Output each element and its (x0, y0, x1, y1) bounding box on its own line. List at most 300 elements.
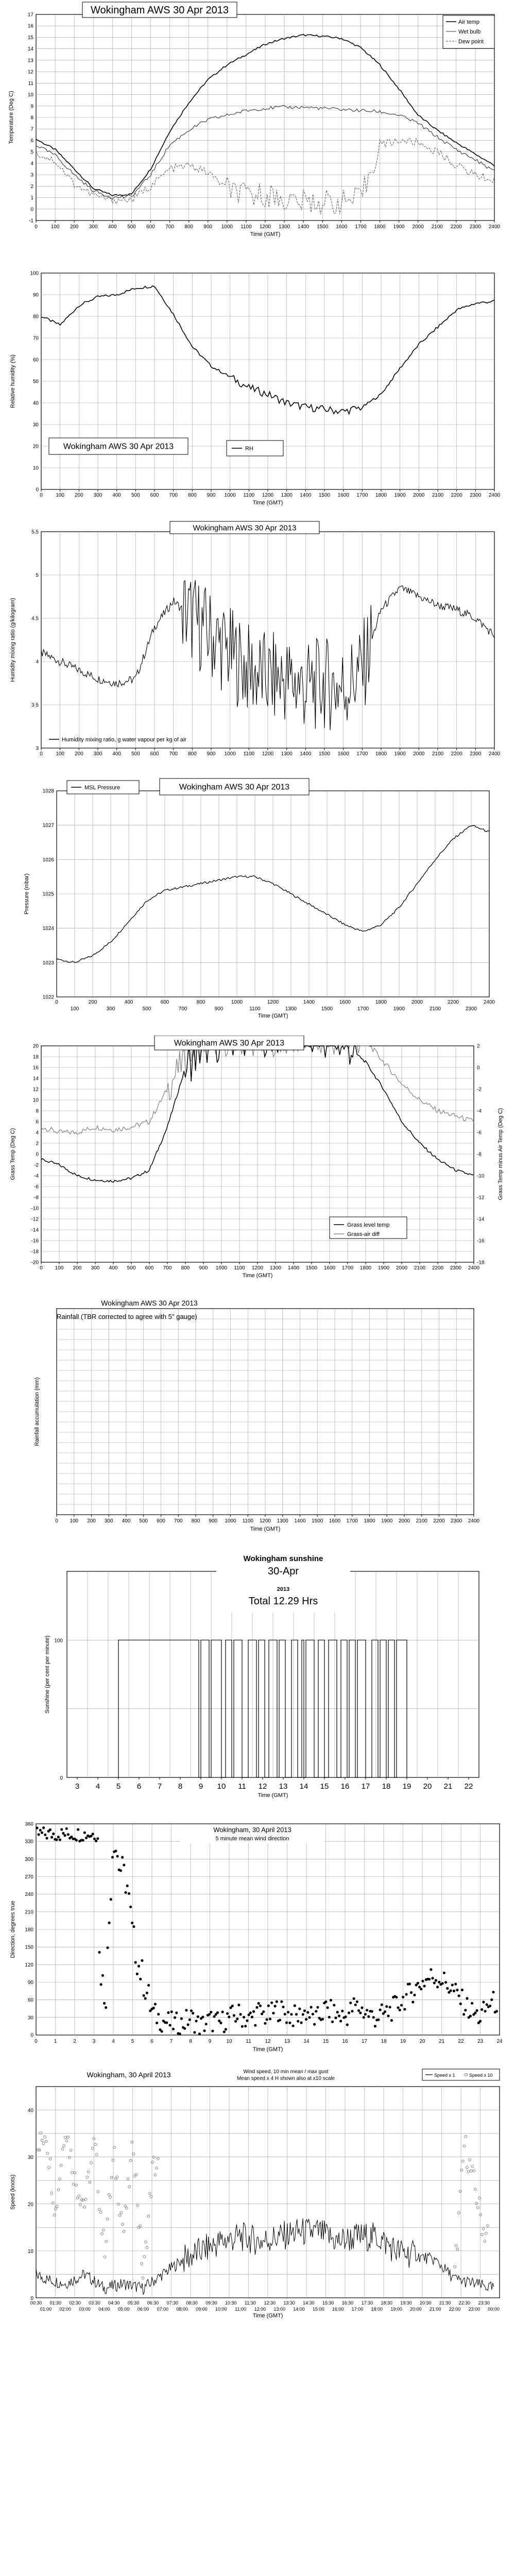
x-tick-label: 400 (122, 1518, 131, 1524)
y2-tick-label: -6 (477, 1130, 482, 1136)
x-tick-label: 12 (258, 1782, 267, 1791)
x-tick-label: 4 (112, 2039, 115, 2044)
wind-direction-point (216, 2011, 219, 2014)
wind-direction-point (108, 1922, 111, 1924)
chart-title: Wokingham, 30 April 2013 (213, 1826, 291, 1834)
x-tick-label: 2300 (470, 493, 482, 498)
wind-direction-point (154, 2003, 157, 2005)
x-tick-label: 15 (320, 1782, 329, 1791)
x-tick-label: 1 (54, 2039, 57, 2044)
wind-direction-point (403, 2008, 406, 2010)
x-axis-label: Time (GMT) (242, 1273, 273, 1279)
rainfall-chart (0, 1293, 515, 1546)
x-tick-label: 23 (477, 2039, 484, 2044)
y-tick-label: 0 (30, 2296, 33, 2301)
y-tick-label: 10 (27, 92, 33, 98)
x-tick-label: 600 (150, 493, 159, 498)
wind-speed-chart (0, 2066, 515, 2324)
x-tick-label: 1000 (224, 493, 236, 498)
wind-direction-point (57, 1836, 60, 1838)
grass-temperature-chart-panel (0, 1036, 515, 1288)
wind-direction-point (399, 2009, 401, 2011)
x-tick-label: 300 (93, 493, 102, 498)
wind-direction-point (141, 1959, 143, 1962)
pressure-chart (0, 775, 515, 1028)
x-tick-label: 03:00 (79, 2307, 91, 2312)
x-tick-label: 1600 (323, 1265, 336, 1271)
x-tick-label: 16 (340, 1782, 350, 1791)
y-tick-label: 1023 (42, 960, 54, 966)
wind-direction-point (83, 1832, 86, 1834)
wind-direction-point (349, 2002, 352, 2004)
y-tick-label: 3 (36, 745, 39, 752)
y-tick-label: 10 (27, 2248, 33, 2255)
y-tick-label: 14 (27, 46, 33, 53)
x-tick-label: 1000 (224, 751, 236, 757)
x-tick-label: 2100 (416, 1518, 427, 1524)
wind-direction-point (269, 2018, 271, 2020)
y-tick-label: 17 (27, 12, 33, 18)
wind-direction-point (397, 2006, 400, 2009)
wind-direction-point (251, 2015, 253, 2018)
x-tick-label: 2100 (431, 224, 443, 230)
wind-direction-point (270, 2002, 273, 2004)
x-tick-label: 1000 (215, 1265, 228, 1271)
x-tick-label: 1500 (321, 1006, 333, 1012)
wind-direction-point (156, 2022, 158, 2024)
wind-direction-point (239, 2013, 242, 2015)
y-tick-label: 7 (30, 126, 33, 132)
x-tick-label: 200 (70, 224, 79, 230)
wind-direction-point (435, 1979, 437, 1981)
wind-direction-point (308, 2016, 311, 2019)
x-tick-label: 0 (40, 493, 43, 498)
x-tick-label: 08:00 (176, 2307, 188, 2312)
wind-direction-point (492, 1991, 494, 1993)
chart-title: Wokingham sunshine (243, 1554, 323, 1563)
wind-speed-chart-panel (0, 2066, 515, 2324)
wind-direction-point (389, 2006, 391, 2008)
legend-label: RH (245, 446, 253, 452)
x-tick-label: 1800 (375, 493, 387, 498)
x-tick-label-top: 2400 (483, 999, 495, 1005)
wind-direction-point (180, 2018, 183, 2020)
wind-direction-point (351, 2010, 353, 2012)
x-tick-label: 900 (207, 493, 216, 498)
x-tick-label: 900 (214, 1006, 224, 1012)
wind-direction-point (288, 2022, 291, 2024)
x-tick-label: 2000 (396, 1265, 408, 1271)
x-tick-label: 1900 (393, 224, 405, 230)
wind-direction-point (234, 2020, 237, 2023)
x-tick-label: 300 (89, 224, 98, 230)
x-tick-label: 2100 (414, 1265, 426, 1271)
x-tick-label: 700 (169, 751, 178, 757)
wind-direction-point (132, 1925, 135, 1928)
x-tick-label: 700 (178, 1006, 187, 1012)
x-tick-label-top: 200 (88, 999, 97, 1005)
y2-tick-label: -18 (477, 1260, 485, 1266)
x-tick-label: 800 (191, 1518, 200, 1524)
wind-direction-point (243, 2016, 245, 2019)
wind-direction-point (131, 1922, 133, 1924)
wind-direction-point (390, 2019, 393, 2022)
wind-direction-point (367, 2015, 370, 2018)
wind-direction-point (172, 2028, 175, 2030)
wind-direction-point (124, 1891, 127, 1894)
x-tick-label: 24 (496, 2039, 503, 2044)
x-tick-label: 1400 (300, 751, 312, 757)
x-tick-label: 20 (419, 2039, 425, 2044)
wind-direction-point (254, 2024, 256, 2027)
x-tick-label: 1200 (259, 224, 271, 230)
x-tick-label: 5 (131, 2039, 134, 2044)
chart-title: Wokingham AWS 30 Apr 2013 (174, 1039, 285, 1048)
x-tick-label: 1900 (377, 1265, 390, 1271)
y-tick-label: 360 (25, 1821, 33, 1827)
x-tick-label: 10 (226, 2039, 232, 2044)
date-label: 30-Apr (267, 1566, 299, 1577)
wind-direction-point (111, 1856, 114, 1858)
x-tick-label: 15:00 (313, 2307, 324, 2312)
y-tick-label: 90 (27, 1980, 33, 1986)
x-tick-label: 13 (284, 2039, 290, 2044)
x-tick-label: 0 (40, 1265, 43, 1271)
y-tick-label: -18 (31, 1249, 39, 1255)
y-tick-label: 300 (25, 1856, 33, 1862)
x-tick-label: 13 (279, 1782, 288, 1791)
y2-tick-label: -4 (477, 1108, 482, 1114)
y-tick-label: -4 (34, 1173, 39, 1179)
air-temperature-chart (0, 0, 515, 252)
wind-direction-point (410, 1991, 413, 1994)
wind-direction-point (338, 2014, 340, 2017)
wind-direction-point (360, 2006, 363, 2009)
wind-direction-point (458, 1994, 460, 1997)
wind-direction-point (165, 2021, 168, 2024)
mixing-ratio-chart-panel (0, 520, 515, 773)
wind-direction-point (385, 2005, 388, 2008)
wind-direction-point (284, 2013, 286, 2015)
y-tick-label: 11 (28, 80, 33, 87)
wind-direction-point (366, 2009, 368, 2011)
legend-label: Humidity mixing ratio, g water vapour per kg of air (62, 737, 187, 743)
wind-direction-point (36, 1826, 38, 1829)
x-tick-label: 1000 (221, 224, 233, 230)
x-tick-label-top: 11:30 (245, 2300, 256, 2306)
wind-direction-point (471, 2002, 473, 2005)
x-tick-label-top: 1200 (267, 999, 279, 1005)
y-tick-label: 4.5 (31, 616, 39, 622)
x-tick-label: 07:00 (157, 2307, 169, 2312)
wind-direction-point (50, 1836, 53, 1839)
wind-direction-point (101, 1974, 104, 1977)
wind-direction-point (276, 2001, 278, 2003)
x-tick-label-top: 18:30 (381, 2300, 392, 2306)
x-tick-label: 100 (56, 493, 65, 498)
x-tick-label: 17 (361, 1782, 370, 1791)
x-tick-label: 6 (150, 2039, 153, 2044)
wind-direction-point (313, 2023, 316, 2026)
x-tick-label: 700 (165, 224, 174, 230)
x-tick-label: 0 (40, 751, 43, 757)
x-tick-label-top: 21:30 (439, 2300, 451, 2306)
y-tick-label: 0 (36, 487, 39, 493)
x-tick-label: 200 (74, 493, 83, 498)
wind-direction-point (405, 1993, 408, 1996)
x-tick-label: 1700 (356, 493, 368, 498)
y-tick-label: 16 (32, 1065, 39, 1071)
wind-direction-point (192, 2012, 194, 2014)
x-tick-label-top: 07:30 (166, 2300, 178, 2306)
x-tick-label: 2400 (488, 224, 501, 230)
x-tick-label: 02:00 (59, 2307, 71, 2312)
wind-direction-point (384, 2010, 386, 2013)
y-axis-label: Rainfall accumulation (mm) (34, 1377, 40, 1446)
x-tick-label: 1100 (243, 493, 255, 498)
wind-direction-point (236, 2018, 238, 2020)
wind-direction-point (208, 2013, 211, 2015)
wind-direction-point (77, 1828, 79, 1831)
wind-direction-point (264, 2022, 266, 2025)
y-tick-label: 1027 (42, 823, 54, 829)
y-tick-label: 9 (30, 104, 33, 110)
x-tick-label: 500 (142, 1006, 151, 1012)
wind-direction-point (126, 1885, 129, 1887)
x-tick-label-top: 14:30 (303, 2300, 315, 2306)
wind-direction-point (93, 1838, 96, 1840)
wind-direction-point (436, 1986, 439, 1988)
x-tick-label: 04:00 (98, 2307, 110, 2312)
x-tick-label: 2200 (433, 1518, 445, 1524)
x-tick-label: 2300 (451, 1518, 462, 1524)
wind-direction-point (459, 2003, 462, 2005)
wind-direction-point (210, 2011, 212, 2013)
y-tick-label: 70 (32, 335, 39, 342)
y-tick-label: 6 (30, 138, 33, 144)
x-tick-label-top: 23:30 (478, 2300, 490, 2306)
wind-direction-point (316, 2006, 319, 2009)
wind-direction-point (223, 2030, 226, 2033)
x-tick-label: 2200 (451, 493, 462, 498)
x-tick-label: 1200 (251, 1265, 264, 1271)
x-tick-label: 1100 (241, 224, 252, 230)
x-tick-label-top: 04:30 (108, 2300, 120, 2306)
x-tick-label: 2000 (412, 224, 424, 230)
wind-direction-point (306, 2011, 309, 2013)
wind-direction-point (333, 2004, 335, 2006)
x-tick-label: 3 (75, 1782, 80, 1791)
x-tick-label: 600 (145, 1265, 154, 1271)
wind-direction-point (249, 2011, 252, 2014)
y-tick-label: 0 (60, 1775, 63, 1781)
wind-direction-point (143, 1994, 145, 1997)
wind-direction-point (371, 2010, 373, 2013)
wind-direction-point (114, 1850, 117, 1852)
wind-direction-point (438, 1981, 440, 1984)
wind-direction-point (423, 1985, 426, 1987)
wind-direction-point (417, 1982, 419, 1985)
x-tick-label: 100 (56, 751, 65, 757)
wind-direction-point (372, 2016, 375, 2019)
y-tick-label: 20 (32, 444, 39, 450)
wind-direction-point (453, 1990, 455, 1992)
y-tick-label: 270 (25, 1874, 33, 1880)
y-tick-label: 240 (25, 1892, 33, 1898)
y2-tick-label: 2 (477, 1043, 480, 1049)
wind-direction-point (315, 2010, 317, 2012)
x-tick-label: 1300 (281, 751, 293, 757)
x-tick-label: 10:00 (215, 2307, 227, 2312)
wind-direction-point (119, 1869, 122, 1872)
wind-direction-chart (0, 1819, 515, 2061)
wind-direction-point (39, 1829, 42, 1832)
wind-direction-point (95, 1840, 97, 1842)
y2-tick-label: -10 (477, 1173, 485, 1179)
x-tick-label: 1600 (337, 493, 349, 498)
x-tick-label: 01:00 (40, 2307, 52, 2312)
wind-direction-point (259, 2005, 262, 2007)
x-tick-label: 14:00 (293, 2307, 305, 2312)
x-tick-label: 8 (189, 2039, 192, 2044)
y-tick-label: 2 (30, 183, 33, 190)
x-tick-label: 2100 (432, 751, 444, 757)
wind-direction-point (430, 1968, 432, 1971)
wind-direction-point (96, 1837, 99, 1840)
y-tick-label: 4 (36, 659, 39, 665)
wind-direction-point (161, 2030, 163, 2032)
wind-direction-point (52, 1833, 55, 1835)
x-tick-label-top: 09:30 (205, 2300, 217, 2306)
x-tick-label: 2000 (413, 493, 425, 498)
x-tick-label: 2000 (398, 1518, 410, 1524)
x-tick-label: 1100 (242, 1518, 254, 1524)
y-axis-label: Pressure (mbar) (24, 873, 30, 914)
y-tick-label: 4 (30, 161, 33, 167)
wind-direction-point (231, 2005, 234, 2007)
wind-direction-point (454, 1983, 457, 1986)
x-tick-label: 400 (109, 1265, 118, 1271)
x-tick-label: 100 (70, 1518, 79, 1524)
x-tick-label: 200 (74, 751, 83, 757)
x-tick-label: 1600 (336, 224, 348, 230)
y-tick-label: 18 (32, 1054, 39, 1060)
x-tick-label: 1300 (285, 1006, 297, 1012)
x-tick-label: 9 (198, 1782, 203, 1791)
y-tick-label: 10 (32, 465, 39, 471)
y2-tick-label: -14 (477, 1216, 485, 1223)
wind-direction-point (359, 2011, 362, 2014)
y-tick-label: 14 (32, 1076, 39, 1082)
y-tick-label: 100 (54, 1638, 63, 1644)
x-tick-label: 19 (400, 2039, 406, 2044)
legend-label: Speed x 1 (434, 2073, 455, 2078)
x-tick-label-top: 01:30 (49, 2300, 62, 2306)
wind-direction-point (42, 1826, 45, 1829)
wind-direction-point (379, 2009, 382, 2011)
wind-direction-point (221, 2011, 224, 2013)
x-tick-label: 20 (423, 1782, 432, 1791)
wind-direction-point (147, 1984, 150, 1987)
wind-direction-point (167, 2011, 169, 2014)
wind-direction-point (144, 1997, 147, 1999)
x-tick-label: 800 (184, 224, 194, 230)
x-tick-label: 1600 (329, 1518, 341, 1524)
wind-direction-point (334, 2016, 337, 2019)
wind-direction-point (75, 1839, 78, 1841)
x-tick-label: 1900 (394, 751, 406, 757)
wind-direction-point (233, 2014, 235, 2016)
x-tick-label: 1800 (374, 224, 386, 230)
y-tick-label: 1024 (42, 926, 54, 932)
y-tick-label: 0 (36, 1151, 39, 1158)
y-tick-label: -2 (34, 1162, 39, 1168)
x-tick-label-top: 12:30 (264, 2300, 276, 2306)
wind-direction-point (364, 2013, 367, 2015)
wind-direction-point (195, 2020, 198, 2022)
legend-label: Wet bulb (458, 29, 481, 35)
pressure-chart-panel (0, 775, 515, 1028)
y2-tick-label: 0 (477, 1065, 480, 1071)
x-tick-label: 1700 (346, 1518, 358, 1524)
grass-temperature-chart (0, 1036, 515, 1288)
x-tick-label-top: 1800 (375, 999, 387, 1005)
x-tick-label-top: 22:30 (458, 2300, 471, 2306)
wind-direction-point (298, 2008, 301, 2010)
wind-direction-point (152, 2007, 155, 2009)
x-tick-label: 900 (199, 1265, 208, 1271)
y2-tick-label: -8 (477, 1151, 482, 1158)
wind-direction-point (49, 1828, 52, 1831)
wind-direction-point (292, 2025, 295, 2027)
x-tick-label-top: 02:30 (69, 2300, 81, 2306)
wind-direction-point (272, 2012, 274, 2014)
x-tick-label: 15 (322, 2039, 329, 2044)
wind-direction-point (413, 1994, 416, 1996)
wind-direction-point (433, 1981, 436, 1984)
y-axis-label: Speed (knots) (10, 2174, 16, 2210)
y-tick-label: 60 (27, 1997, 33, 2004)
x-tick-label: 14 (303, 2039, 310, 2044)
x-tick-label: 700 (174, 1518, 183, 1524)
x-tick-label: 2300 (450, 1265, 462, 1271)
x-tick-label: 11:00 (235, 2307, 246, 2312)
x-tick-label: 300 (91, 1265, 100, 1271)
x-tick-label-top: 400 (124, 999, 133, 1005)
x-tick-label: 2300 (470, 751, 482, 757)
x-tick-label: 16:00 (332, 2307, 344, 2312)
x-tick-label: 1200 (259, 1518, 271, 1524)
x-tick-label: 2400 (488, 493, 501, 498)
x-tick-label: 1100 (243, 751, 255, 757)
wind-direction-point (169, 2024, 171, 2026)
x-axis-label: Time (GMT) (250, 231, 281, 238)
x-tick-label: 1300 (278, 224, 290, 230)
year-label: 2013 (277, 1586, 290, 1592)
wind-direction-point (303, 2009, 306, 2012)
wind-direction-point (420, 1988, 422, 1990)
wind-direction-point (228, 2015, 230, 2018)
wind-direction-point (60, 1828, 63, 1831)
wind-direction-point (295, 2013, 298, 2015)
wind-direction-point (213, 2015, 216, 2018)
wind-direction-point (450, 1989, 452, 1992)
wind-direction-point (262, 2010, 265, 2013)
wind-direction-point (495, 2010, 498, 2012)
y-tick-label: 5 (30, 149, 33, 156)
wind-direction-point (280, 2001, 283, 2003)
wind-direction-point (218, 2020, 220, 2022)
